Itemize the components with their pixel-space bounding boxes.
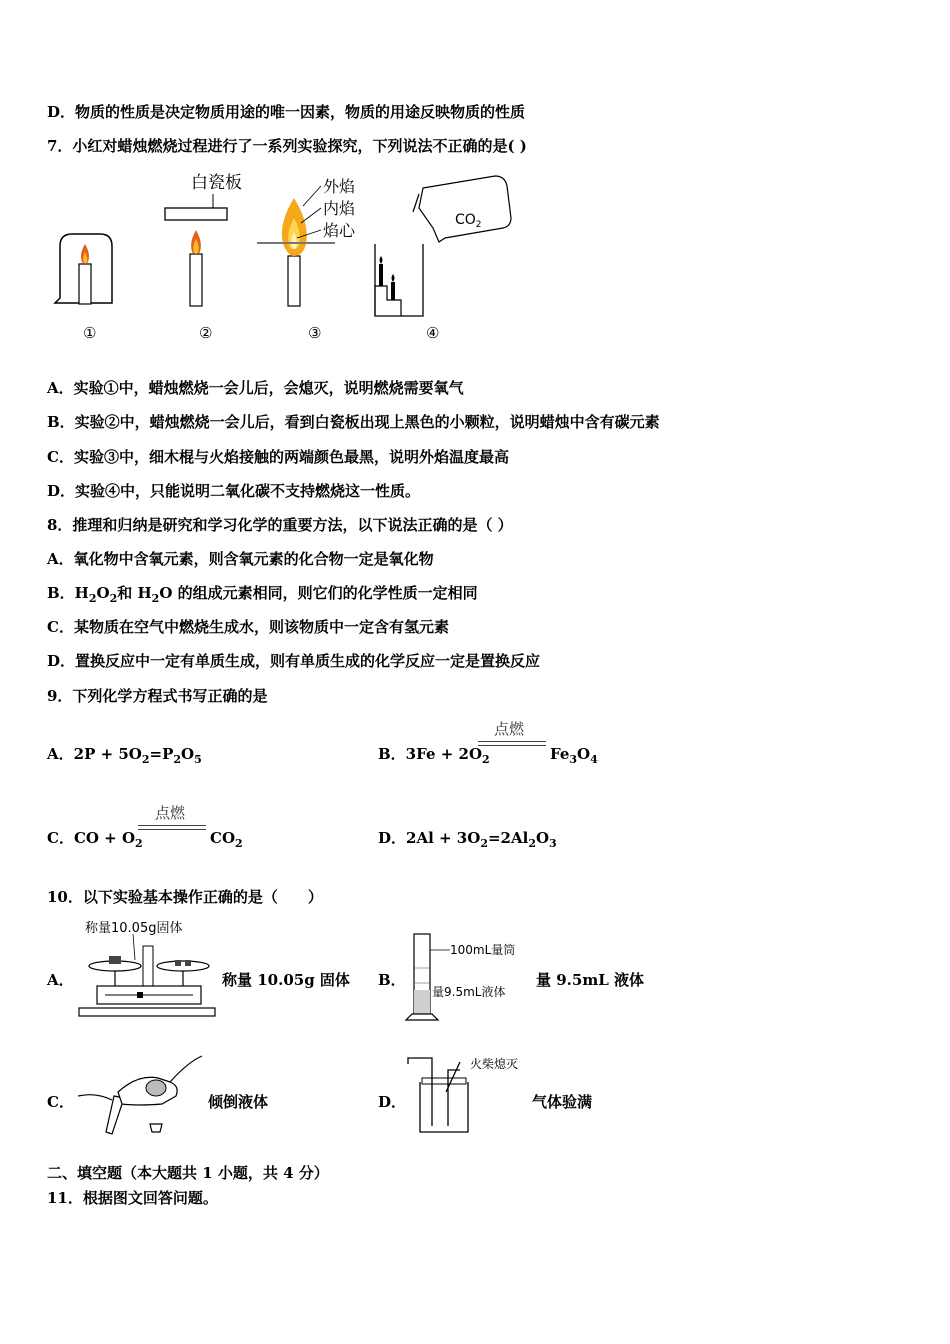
q8-stem: 8．推理和归纳是研究和学习化学的重要方法，以下说法正确的是（ ） [47,516,513,534]
q9-option-b-product: $Fe_3O_4$ [550,745,598,766]
q7-option-b: B．实验②中，蜡烛燃烧一会儿后，看到白瓷板出现上黑色的小颗粒，说明蜡烛中含有碳元素 [47,413,660,431]
label-measure: 量9.5mL液体 [432,985,506,999]
q9-option-c: C．CO + $O_2$ [47,829,143,850]
q10-a-text: 称量 10.05g 固体 [222,971,350,989]
q9-c-equal-bar [138,825,206,830]
q7-option-c: C．实验③中，细木棍与火焰接触的两端颜色最黑，说明外焰温度最高 [47,448,509,466]
exp-num-1: ① [83,324,97,342]
q7-option-d: D．实验④中，只能说明二氧化碳不支持燃烧这一性质。 [47,482,421,500]
exp2-porcelain-plate [165,173,242,306]
q10-c-letter: C． [47,1093,74,1111]
q10-stem: 10．以下实验基本操作正确的是（ ） [47,888,323,906]
q9-option-a: A．$2P + 5O_2=P_2O_5$ [47,745,202,766]
q10-b-letter: B． [378,971,406,989]
q10-d-gas-bottle-figure [404,1052,534,1136]
exp-num-4: ④ [426,324,440,342]
q10-a-letter: A． [47,971,74,989]
q9-stem: 9．下列化学方程式书写正确的是 [47,687,268,705]
q8-option-d: D．置换反应中一定有单质生成，则有单质生成的化学反应一定是置换反应 [47,652,541,670]
label-weigh: 称量10.05g固体 [85,921,183,936]
q8-option-c: C．某物质在空气中燃烧生成水，则该物质中一定含有氢元素 [47,618,449,636]
q9-option-b: B．$3Fe + 2O_2$ [378,745,490,766]
section2-title: 二、填空题（本大题共 1 小题，共 4 分） [47,1164,329,1182]
q7-stem: 7．小红对蜡烛燃烧过程进行了一系列实验探究，下列说法不正确的是( ) [47,137,527,155]
q8-option-b: B．$H_2O_2$和 $H_2O$ 的组成元素相同，则它们的化学性质一定相同 [47,584,478,605]
q9-c-condition: 点燃 [155,804,186,822]
exp1-bell-jar [55,234,112,304]
exp-num-2: ② [199,324,213,342]
exp-num-3: ③ [308,324,322,342]
label-plate: 白瓷板 [191,173,242,193]
q9-b-equal-bar [478,741,546,746]
label-co2: CO [455,212,476,228]
exp3-flame-layers [257,177,356,306]
q11-stem: 11．根据图文回答问题。 [47,1189,218,1207]
label-inner-flame: 内焰 [323,199,356,218]
q10-b-cylinder-figure [404,928,534,1024]
q9-option-c-product: $CO_2$ [210,829,243,850]
label-flame-core: 焰心 [323,221,356,240]
q10-d-letter: D． [378,1093,407,1111]
exp4-co2-beaker [375,176,511,316]
q9-option-d: D．$2Al + 3O_2=2Al_2O_3$ [378,829,557,850]
q10-b-text: 量 9.5mL 液体 [536,971,644,989]
q10-d-text: 气体验满 [532,1093,593,1111]
label-match: 火柴熄灭 [470,1057,519,1071]
q6-option-d: D．物质的性质是决定物质用途的唯一因素，物质的用途反映物质的性质 [47,103,526,121]
q10-c-pouring-figure [78,1052,208,1136]
label-co2-sub: 2 [475,220,482,230]
label-outer-flame: 外焰 [323,177,356,196]
q10-c-text: 倾倒液体 [208,1093,269,1111]
q8-option-a: A．氧化物中含氧元素，则含氧元素的化合物一定是氧化物 [47,550,434,568]
q7-option-a: A．实验①中，蜡烛燃烧一会儿后，会熄灭，说明燃烧需要氧气 [47,379,464,397]
q7-candle-figure [45,168,525,348]
label-cylinder: 100mL量筒 [450,943,516,957]
q10-a-balance-figure [75,916,220,1024]
q9-b-condition: 点燃 [494,720,525,738]
